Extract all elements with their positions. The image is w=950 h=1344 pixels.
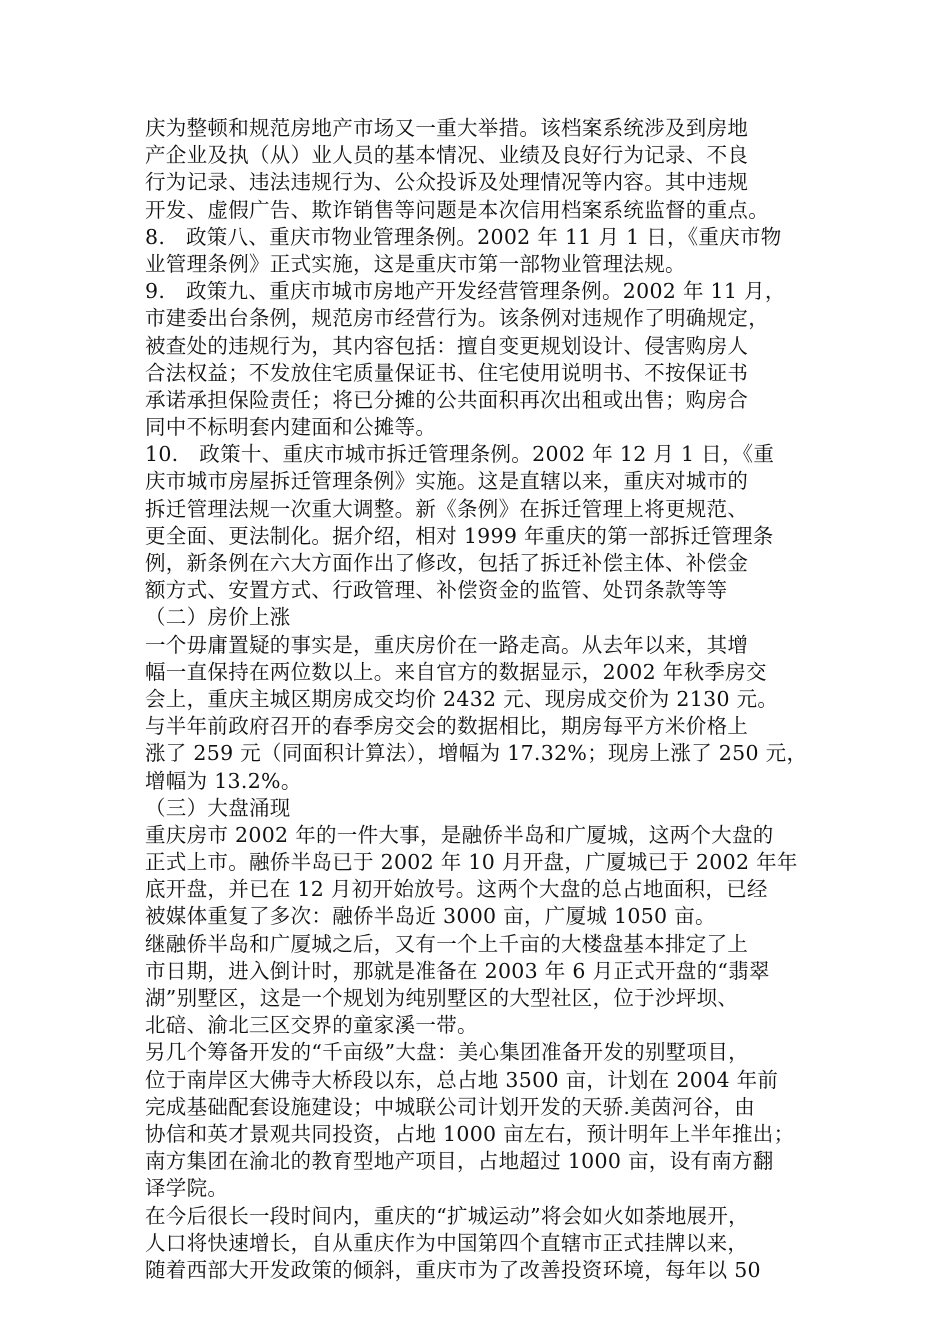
text-line: 例，新条例在六大方面作出了修改，包括了拆迁补偿主体、补偿金 [145,551,749,575]
text-line: 开发、虚假广告、欺诈销售等问题是本次信用档案系统监督的重点。 [145,197,769,222]
text-line: 完成基础配套设施建设；中城联公司计划开发的天骄.美茵河谷，由 [145,1094,756,1119]
text-line: 更全面、更法制化。据介绍，相对 1999 年重庆的第一部拆迁管理条 [145,523,774,548]
text-line: 位于南岸区大佛寺大桥段以东，总占地 3500 亩，计划在 2004 年前 [145,1067,779,1092]
section-heading-large-projects: （三）大盘涌现 [145,795,291,820]
text-line: 人口将快速增长，自从重庆作为中国第四个直辖市正式挂牌以来， [145,1230,749,1255]
text-line: 行为记录、违法违规行为、公众投诉及处理情况等内容。其中违规 [145,170,749,195]
text-line: 合法权益；不发放住宅质量保证书、住宅使用说明书、不按保证书 [145,360,749,385]
text-line: 正式上市。融侨半岛已于 2002 年 10 月开盘，广厦城已于 2002 年年 [145,850,798,875]
text-line: 产企业及执（从）业人员的基本情况、业绩及良好行为记录、不良 [145,143,749,168]
text-line: 另几个筹备开发的“千亩级”大盘：美心集团准备开发的别墅项目， [145,1040,749,1065]
text-line: 同中不标明套内建面和公摊等。 [145,415,437,440]
text-line: 庆市城市房屋拆迁管理条例》实施。这是直辖以来，重庆对城市的 [145,469,749,494]
text-line: 幅一直保持在两位数以上。来自官方的数据显示，2002 年秋季房交 [145,659,767,684]
text-line: 增幅为 13.2%。 [145,768,302,793]
text-line: 拆迁管理法规一次重大调整。新《条例》在拆迁管理上将更规范、 [145,496,749,521]
text-line: 被媒体重复了多次：融侨半岛近 3000 亩，广厦城 1050 亩。 [145,904,716,929]
text-line: 业管理条例》正式实施，这是重庆市第一部物业管理法规。 [145,251,686,276]
text-line: 在今后很长一段时间内，重庆的“扩城运动”将会如火如荼地展开， [145,1203,749,1228]
text-line: 北碚、渝北三区交界的童家溪一带。 [145,1013,478,1038]
section-heading-price-rise: （二）房价上涨 [145,605,291,630]
document-body [145,115,825,1284]
text-line: 被查处的违规行为，其内容包括：擅自变更规划设计、侵害购房人 [145,333,749,358]
text-line: 重庆房市 2002 年的一件大事，是融侨半岛和广厦城，这两个大盘的 [145,822,774,847]
text-line: 会上，重庆主城区期房成交均价 2432 元、现房成交价为 2130 元。 [145,686,779,711]
text-line: 湖”别墅区，这是一个规划为纯别墅区的大型社区，位于沙坪坝、 [145,986,739,1010]
text-line: 南方集团在渝北的教育型地产项目，占地超过 1000 亩，设有南方翻 [145,1149,774,1174]
policy-10-line: 10. 政策十、重庆市城市拆迁管理条例。2002 年 12 月 1 日，《重 [145,442,775,467]
text-line: 额方式、安置方式、行政管理、补偿资金的监管、处罚条款等等 [145,578,728,603]
text-line: 涨了 259 元（同面积计算法），增幅为 17.32%；现房上涨了 250 元， [145,741,808,766]
policy-8-line: 8. 政策八、重庆市物业管理条例。2002 年 11 月 1 日，《重庆市物 [145,224,782,249]
policy-9-line: 9. 政策九、重庆市城市房地产开发经营管理条例。2002 年 11 月， [145,279,786,304]
text-line: 庆为整顿和规范房地产市场又一重大举措。该档案系统涉及到房地 [145,116,749,140]
text-line: 市日期，进入倒计时，那就是准备在 2003 年 6 月正式开盘的“翡翠 [145,958,770,983]
text-line: 继融侨半岛和广厦城之后，又有一个上千亩的大楼盘基本排定了上 [145,931,749,956]
text-line: 市建委出台条例，规范房市经营行为。该条例对违规作了明确规定， [145,306,769,331]
text-line: 一个毋庸置疑的事实是，重庆房价在一路走高。从去年以来，其增 [145,632,749,657]
text-line: 底开盘，并已在 12 月初开始放号。这两个大盘的总占地面积，已经 [145,877,768,902]
text-line: 随着西部大开发政策的倾斜，重庆市为了改善投资环境，每年以 50 [145,1257,761,1282]
text-line: 与半年前政府召开的春季房交会的数据相比，期房每平方米价格上 [145,714,749,739]
text-line: 译学院。 [145,1176,229,1201]
text-line: 承诺承担保险责任；将已分摊的公共面积再次出租或出售；购房合 [145,387,749,412]
text-line: 协信和英才景观共同投资，占地 1000 亩左右，预计明年上半年推出； [145,1121,795,1146]
